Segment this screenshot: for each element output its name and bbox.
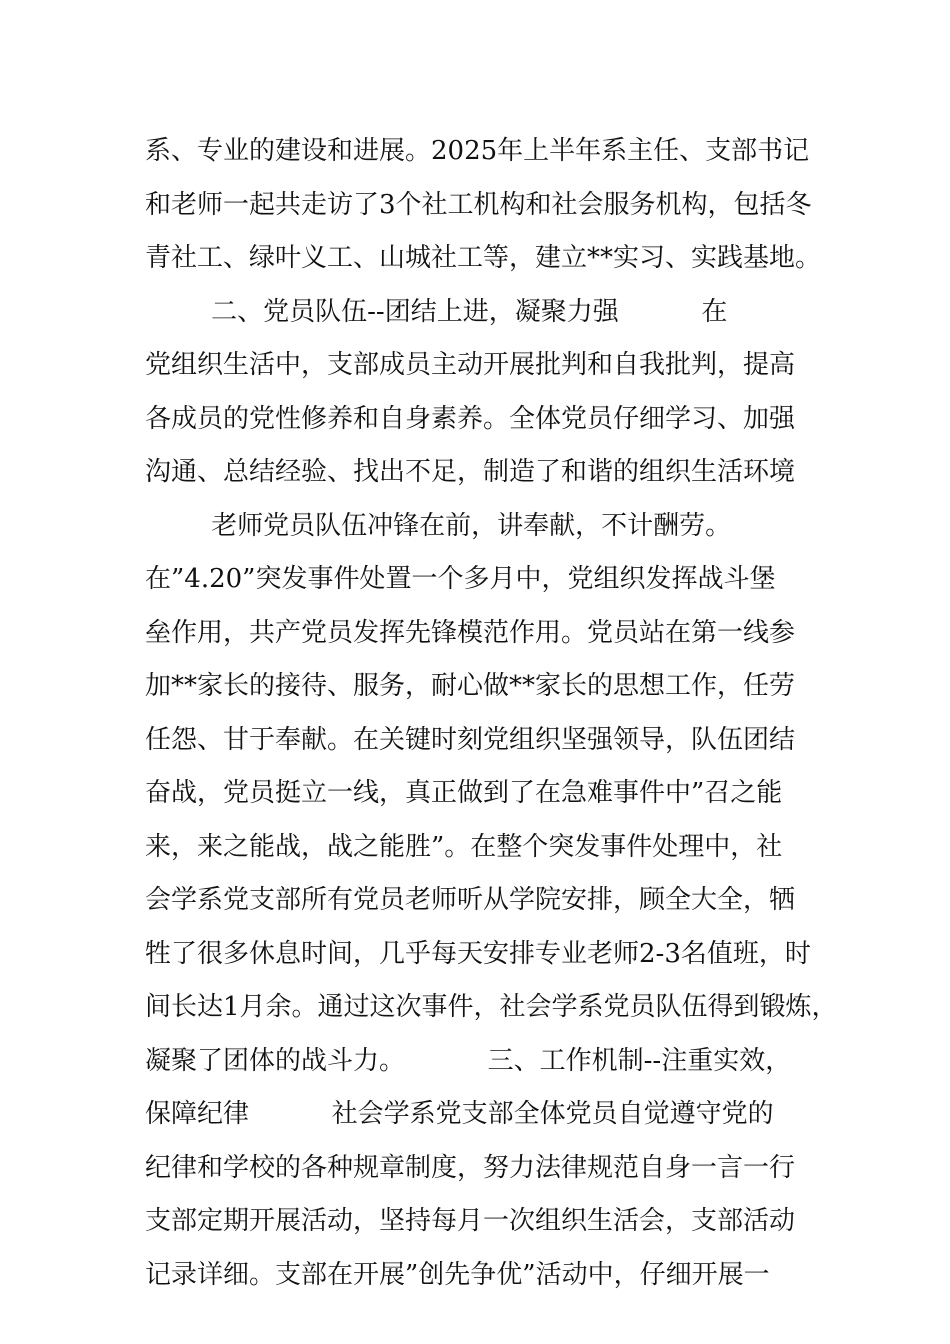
text-line: 垒作用，共产党员发挥先锋模范作用。党员站在第一线参	[145, 617, 796, 648]
text-line: 间长达1月余。通过这次事件，社会学系党员队伍得到锻炼，	[145, 992, 838, 1022]
text-line: 支部定期开展活动，坚持每月一次组织生活会，支部活动	[145, 1206, 796, 1236]
text-line: 来，来之能战，战之能胜”。在整个突发事件处理中，社	[145, 831, 783, 862]
text-line: 保障纪律 社会学系党支部全体党员自觉遵守党的	[145, 1099, 774, 1129]
body-text	[145, 128, 838, 1305]
paragraph-start-line: 老师党员队伍冲锋在前，讲奉献，不计酬劳。	[145, 510, 732, 541]
section-heading-line: 二、党员队伍--团结上进，凝聚力强 在	[145, 296, 728, 327]
text-line: 任怨、甘于奉献。在关键时刻党组织坚强领导，队伍团结	[145, 724, 796, 755]
text-line: 沟通、总结经验、找出不足，制造了和谐的组织生活环境	[145, 457, 796, 487]
text-line: 记录详细。支部在开展”创先争优”活动中，仔细开展一	[145, 1259, 770, 1290]
text-line: 会学系党支部所有党员老师听从学院安排，顾全大全，牺	[145, 885, 796, 915]
text-line: 加**家长的接待、服务，耐心做**家长的思想工作，任劳	[145, 671, 796, 701]
text-line: 青社工、绿叶义工、山城社工等，建立**实习、实践基地。	[145, 243, 822, 273]
text-line: 牲了很多休息时间，几乎每天安排专业老师2-3名值班，时	[145, 938, 811, 969]
text-line: 奋战，党员挺立一线，真正做到了在急难事件中”召之能	[145, 778, 783, 808]
text-line: 各成员的党性修养和自身素养。全体党员仔细学习、加强	[145, 403, 796, 434]
text-line: 纪律和学校的各种规章制度，努力法律规范自身一言一行	[145, 1152, 796, 1183]
text-line: 系、专业的建设和进展。2025年上半年系主任、支部书记	[145, 136, 810, 166]
text-line: 在”4.20”突发事件处置一个多月中，党组织发挥战斗堡	[145, 564, 776, 594]
section-heading-line: 凝聚了团体的战斗力。 三、工作机制--注重实效，	[145, 1045, 792, 1076]
text-line: 党组织生活中，支部成员主动开展批判和自我批判，提高	[145, 350, 796, 380]
text-line: 和老师一起共走访了3个社工机构和社会服务机构，包括冬	[145, 189, 812, 220]
